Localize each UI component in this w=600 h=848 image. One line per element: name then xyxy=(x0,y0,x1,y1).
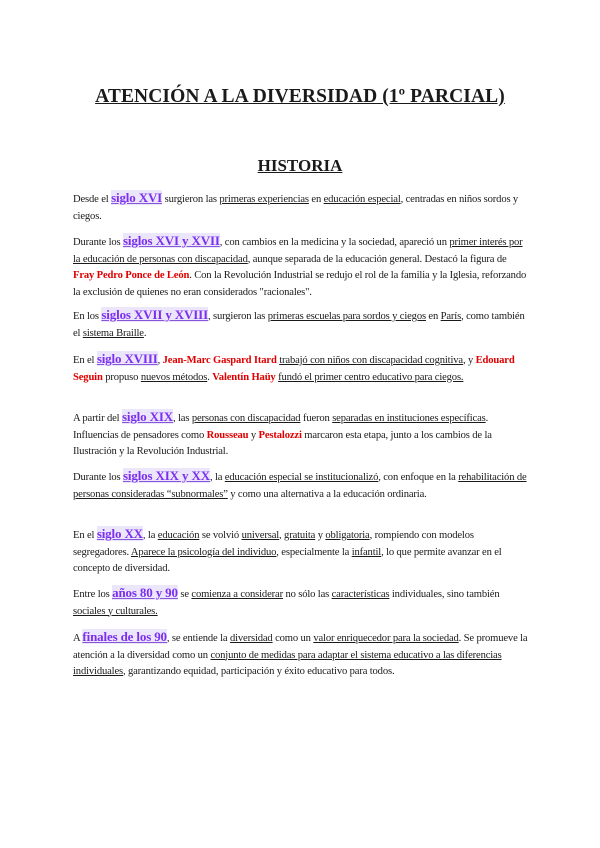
highlighted-term: siglos XIX y XX xyxy=(122,468,210,483)
text-run: En el xyxy=(73,355,97,366)
text-run: . xyxy=(207,371,213,383)
underlined-phrase: nuevos métodos xyxy=(140,371,208,383)
person-name: Edouard Seguin xyxy=(73,355,515,383)
underlined-phrase: fundó el primer centro educativo para ciegos. xyxy=(278,371,464,383)
text-run: , especialmente la xyxy=(276,546,352,558)
underlined-phrase: educación especial xyxy=(323,194,401,205)
text-run: . Se promueve la atención a la diversidad como un xyxy=(73,633,528,661)
highlighted-term: siglos XVII y XVIII xyxy=(101,307,208,322)
underlined-phrase: sistema Braille xyxy=(82,327,144,339)
paragraph xyxy=(73,526,529,578)
text-run: , se entiende la xyxy=(166,633,230,644)
text-run: y como una alternativa a la educación ordinaria. xyxy=(227,488,427,500)
text-run: . xyxy=(143,327,147,339)
underlined-phrase: primeras escuelas para sordos y ciegos xyxy=(267,311,426,322)
underlined-phrase: obligatoria xyxy=(325,530,370,541)
text-run: Durante los xyxy=(73,237,123,248)
highlighted-term: finales de los 90 xyxy=(82,629,167,644)
section-heading: HISTORIA xyxy=(257,156,343,175)
underlined-phrase: conjunto de medidas para adaptar el sistema educativo a las diferencias individuales xyxy=(73,649,502,677)
highlighted-term: siglo XVIII xyxy=(96,351,158,366)
underlined-phrase: infantil xyxy=(351,546,382,558)
text-run: individuales, sino también xyxy=(389,589,500,600)
underlined-phrase: educación xyxy=(157,530,200,541)
paragraph xyxy=(73,233,529,301)
text-run: , y xyxy=(462,355,476,366)
text-run: marcaron esta etapa, junto a los cambios de la Ilustración y la Revolución Industrial. xyxy=(73,429,492,457)
paragraph xyxy=(73,409,529,461)
text-run: A partir del xyxy=(73,413,122,424)
person-name: Pestalozzi xyxy=(258,429,302,441)
text-run: . Influencias de pensadores como xyxy=(73,413,489,441)
underlined-phrase: Aparece la psicología del individuo xyxy=(130,546,277,558)
underlined-phrase: educación especial se institucionalizó xyxy=(224,472,379,483)
text-run: , la xyxy=(209,472,225,483)
text-run: como un xyxy=(272,633,314,644)
text-run: , aunque separada de la educación general. Destacó la figura de xyxy=(247,253,507,265)
text-run: A xyxy=(73,633,83,644)
underlined-phrase: trabajó con niños con discapacidad cognitiva xyxy=(279,355,463,366)
text-run: Entre los xyxy=(73,589,113,600)
text-run: en xyxy=(425,311,441,322)
text-run: se volvió xyxy=(199,530,242,541)
text-run: . Con la Revolución Industrial se redujo el rol de la familia y la Iglesia, reforzando la exclusión de quienes no eran considerados "racionales". xyxy=(73,270,527,298)
underlined-phrase: rehabilitación de personas consideradas “subnormales” xyxy=(73,472,527,500)
person-name: Rousseau xyxy=(206,429,249,441)
text-run: , xyxy=(279,530,285,541)
text-run: , las xyxy=(172,413,192,424)
underlined-phrase: comienza a considerar xyxy=(191,589,283,600)
text-run: , xyxy=(157,355,163,366)
underlined-phrase: características xyxy=(331,589,390,600)
text-run: propuso xyxy=(102,371,141,383)
person-name: Fray Pedro Ponce de León xyxy=(73,270,190,281)
text-run: , la xyxy=(142,530,158,541)
underlined-phrase: diversidad xyxy=(229,633,273,644)
underlined-phrase: valor enriquecedor para la sociedad xyxy=(313,633,459,644)
paragraph xyxy=(73,190,529,225)
person-name: Jean-Marc Gaspard Itard xyxy=(162,355,277,366)
text-run: , como también el xyxy=(73,311,525,339)
text-run: en xyxy=(308,194,324,205)
underlined-phrase: París xyxy=(440,311,462,322)
paragraph xyxy=(73,307,529,342)
text-run: , lo que permite avanzar en el concepto de diversidad. xyxy=(73,546,502,574)
underlined-phrase: sociales y culturales. xyxy=(73,605,158,617)
highlighted-term: siglo XX xyxy=(96,526,143,541)
text-run: se xyxy=(177,589,192,600)
text-run: no sólo las xyxy=(282,589,332,600)
highlighted-term: años 80 y 90 xyxy=(112,585,178,600)
text-run: , con cambios en la medicina y la sociedad, apareció un xyxy=(219,237,450,248)
text-run: , garantizando equidad, participación y éxito educativo para todos. xyxy=(122,666,395,677)
highlighted-term: siglo XVI xyxy=(111,190,163,205)
text-run: Durante los xyxy=(73,472,123,483)
highlighted-term: siglo XIX xyxy=(121,409,173,424)
text-run: y xyxy=(248,429,259,441)
underlined-phrase: separadas en instituciones específicas xyxy=(332,413,486,424)
underlined-phrase: primer interés por la educación de personas con discapacidad xyxy=(73,237,523,265)
text-run: , con enfoque en la xyxy=(378,472,459,483)
paragraph xyxy=(73,629,529,681)
text-run: fueron xyxy=(300,413,333,424)
underlined-phrase: primeras experiencias xyxy=(219,194,309,205)
highlighted-term: siglos XVI y XVII xyxy=(122,233,220,248)
text-run: , rompiendo con modelos segregadores. xyxy=(73,530,474,558)
text-run: y xyxy=(315,530,326,541)
text-run: , surgieron las xyxy=(207,311,268,322)
text-run: En el xyxy=(73,530,97,541)
underlined-phrase: personas con discapacidad xyxy=(191,413,301,424)
text-run: En los xyxy=(73,311,102,322)
text-run: surgieron las xyxy=(162,194,220,205)
paragraph xyxy=(73,585,529,620)
text-run: Desde el xyxy=(73,194,112,205)
person-name: Valentín Haüy xyxy=(212,371,276,383)
paragraph xyxy=(73,468,529,503)
paragraph xyxy=(73,351,529,386)
underlined-phrase: gratuita xyxy=(284,530,316,541)
page-title: ATENCIÓN A LA DIVERSIDAD (1º PARCIAL) xyxy=(95,86,505,107)
text-run: , centradas en niños sordos y ciegos. xyxy=(73,194,519,222)
underlined-phrase: universal xyxy=(241,530,280,541)
